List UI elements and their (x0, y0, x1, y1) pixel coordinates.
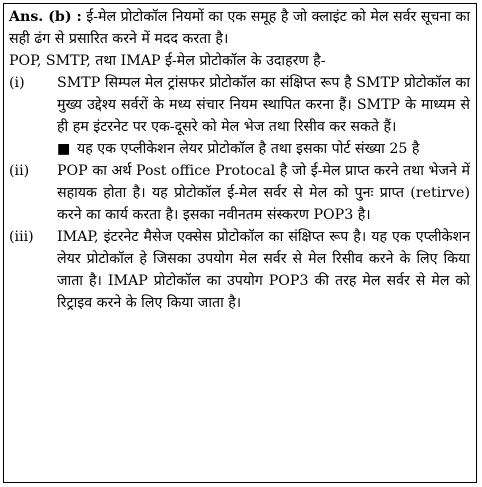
answer-box (3, 3, 477, 483)
square-bullet-icon: ■ (57, 141, 71, 157)
list-item-smtp (9, 72, 470, 160)
item-number: (ii) (9, 163, 30, 179)
list-item-imap (9, 226, 470, 314)
answer-intro (9, 6, 470, 50)
item-number: (i) (9, 75, 25, 91)
item-text: POP का अर्थ Post office Protocal है जो ई-मेल प्राप्त करने तथा भेजने में सहायक होता है। यह प्रोटोकॉल ई-मेल सर्वर से मेल को पुनः प्राप्त (retirve) करने का कार्य करता है। इसका नवीनतम संस्करण POP3 है। (57, 163, 470, 223)
bullet-point (57, 138, 470, 160)
answer-label: Ans. (b) : (9, 9, 82, 25)
item-text: SMTP सिम्पल मेल ट्रांसफर प्रोटोकॉल का संक्षिप्त रूप है SMTP प्रोटोकॉल का मुख्य उद्देश्य सर्वरों के मध्य संचार नियम स्थापित करना हैं। SMTP के माध्यम से ही हम इंटरनेट पर एक-दूसरे को मेल भेज तथा रिसीव कर सकते हैं। (57, 75, 470, 135)
intro-text: ई-मेल प्रोटोकॉल नियमों का एक समूह है जो क्लाइंट को मेल सर्वर सूचना का सही ढंग से प्रसारित करने में मदद करता है। (9, 9, 471, 47)
bullet-text: यह एक एप्लीकेशन लेयर प्रोटोकॉल है तथा इसका पोर्ट संख्या 25 है (77, 141, 420, 157)
item-number: (iii) (9, 229, 34, 245)
list-item-pop (9, 160, 470, 226)
item-text: IMAP, इंटरनेट मैसेज एक्सेस प्रोटोकॉल का संक्षिप्त रूप है। यह एक एप्लीकेशन लेयर प्रोटोकॉल हे जिसका उपयोग मेल सर्वर से मेल रिसीव करने के लिए किया जाता है। IMAP प्रोटोकॉल का उपयोग POP3 की तरह मेल सर्वर से मेल को रिट्राइव करने के लिए किया जाता है। (57, 229, 470, 311)
examples-line: POP, SMTP, तथा IMAP ई-मेल प्रोटोकॉल के उदाहरण है- (9, 53, 326, 69)
